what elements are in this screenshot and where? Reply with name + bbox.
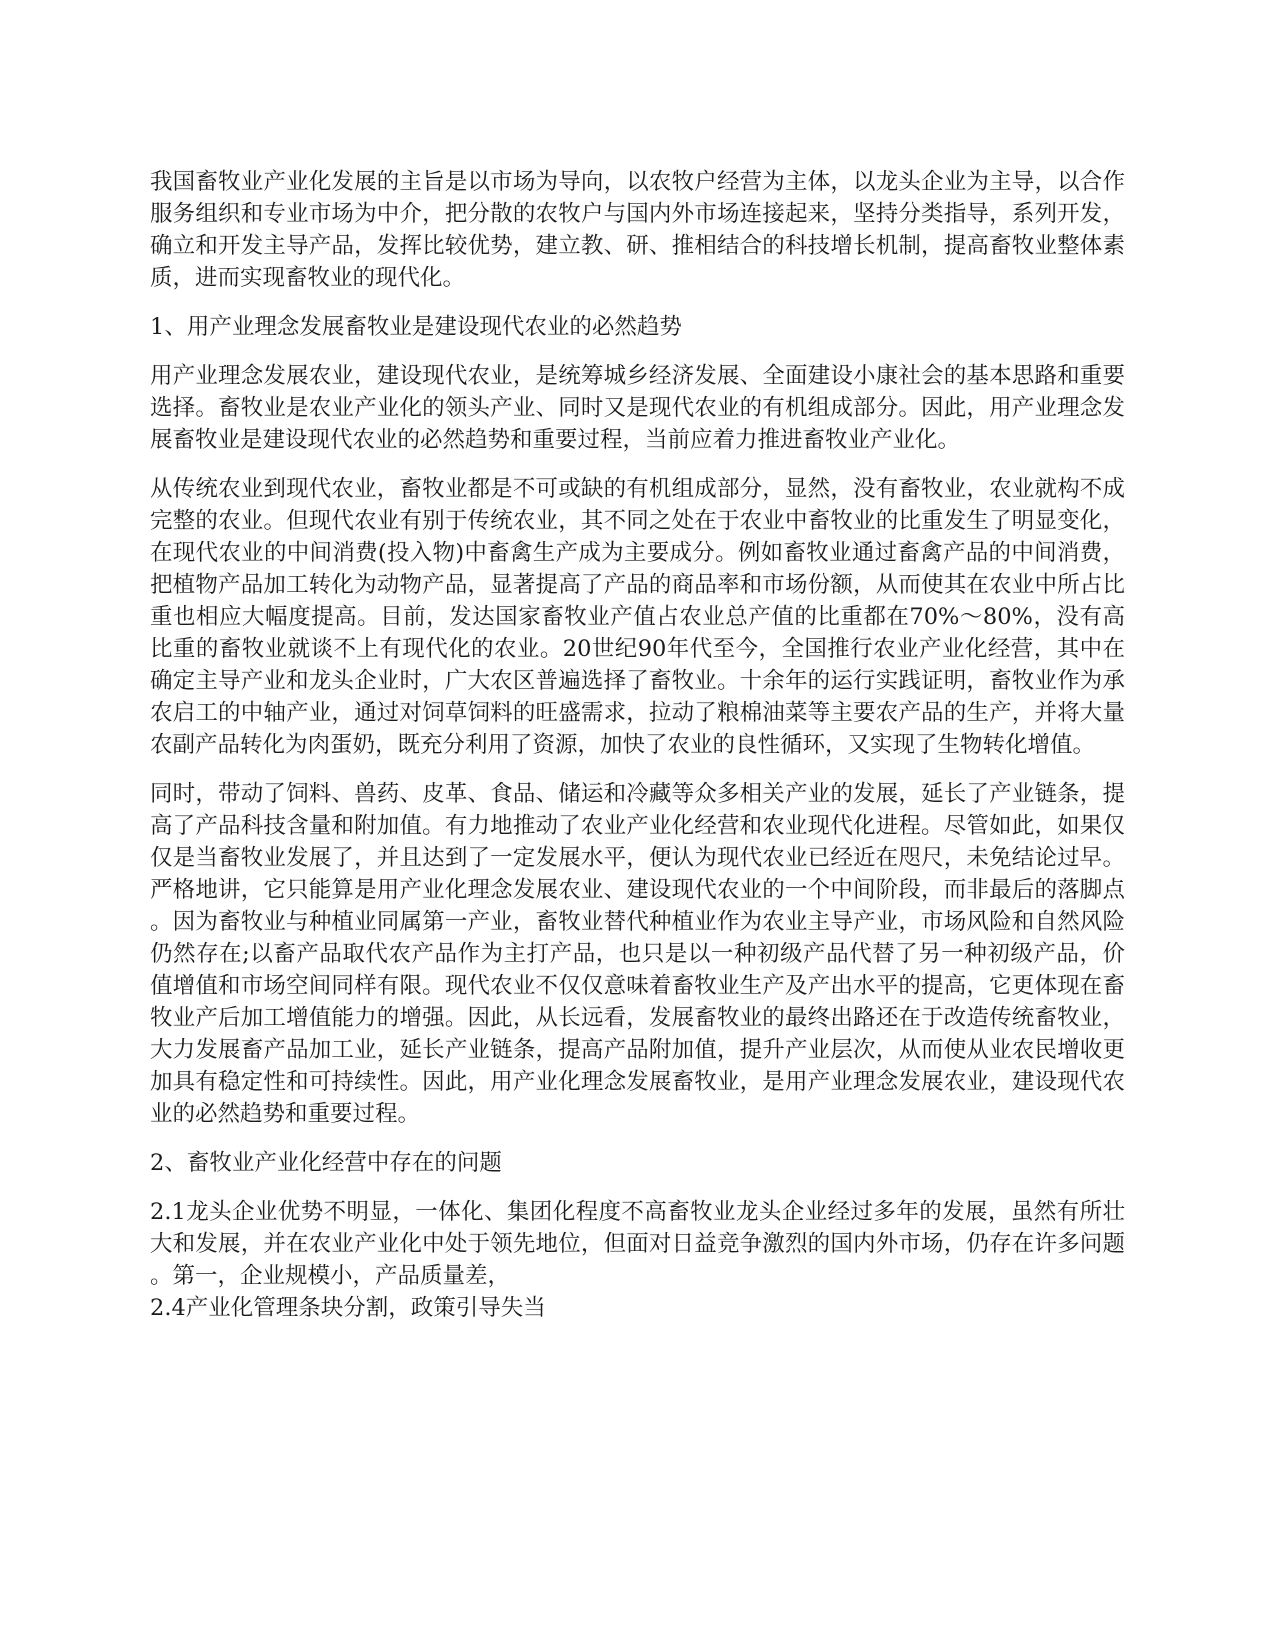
section-1-paragraph-1: 用产业理念发展农业，建设现代农业，是统筹城乡经济发展、全面建设小康社会的基本思路和重要选择。畜牧业是农业产业化的领头产业、同时又是现代农业的有机组成部分。因此，用产业理念发展畜牧业是建设现代农业的必然趋势和重要过程，当前应着力推进畜牧业产业化。 bbox=[150, 363, 1125, 453]
section-2-1-paragraph: 2.1龙头企业优势不明显，一体化、集团化程度不高畜牧业龙头企业经过多年的发展，虽然有所壮大和发展，并在农业产业化中处于领先地位，但面对日益竞争激烈的国内外市场，仍存在许多问题。第一，企业规模小，产品质量差， bbox=[150, 1199, 1125, 1289]
document-body bbox=[150, 166, 1125, 1324]
section-2-heading: 2、畜牧业产业化经营中存在的问题 bbox=[150, 1150, 502, 1176]
section-1-paragraph-3: 同时，带动了饲料、兽药、皮革、食品、储运和冷藏等众多相关产业的发展，延长了产业链条，提高了产品科技含量和附加值。有力地推动了农业产业化经营和农业现代化进程。尽管如此，如果仅仅是当畜牧业发展了，并且达到了一定发展水平，便认为现代农业已经近在咫尺，未免结论过早。严格地讲，它只能算是用产业化理念发展农业、建设现代农业的一个中间阶段，而非最后的落脚点。因为畜牧业与种植业同属第一产业，畜牧业替代种植业作为农业主导产业，市场风险和自然风险仍然存在;以畜产品取代农产品作为主打产品，也只是以一种初级产品代替了另一种初级产品，价值增值和市场空间同样有限。现代农业不仅仅意味着畜牧业生产及产出水平的提高，它更体现在畜牧业产后加工增值能力的增强。因此，从长远看，发展畜牧业的最终出路还在于改造传统畜牧业，大力发展畜产品加工业，延长产业链条，提高产品附加值，提升产业层次，从而使从业农民增收更加具有稳定性和可持续性。因此，用产业化理念发展畜牧业，是用产业理念发展农业，建设现代农业的必然趋势和重要过程。 bbox=[150, 781, 1125, 1127]
section-2-4-paragraph: 2.4产业化管理条块分割，政策引导失当 bbox=[150, 1295, 546, 1321]
intro-paragraph: 我国畜牧业产业化发展的主旨是以市场为导向，以农牧户经营为主体，以龙头企业为主导，以合作服务组织和专业市场为中介，把分散的农牧户与国内外市场连接起来，坚持分类指导，系列开发，确立和开发主导产品，发挥比较优势，建立教、研、推相结合的科技增长机制，提高畜牧业整体素质，进而实现畜牧业的现代化。 bbox=[150, 169, 1125, 291]
section-1-heading: 1、用产业理念发展畜牧业是建设现代农业的必然趋势 bbox=[150, 314, 682, 340]
section-1-paragraph-2: 从传统农业到现代农业，畜牧业都是不可或缺的有机组成部分，显然，没有畜牧业，农业就构不成完整的农业。但现代农业有别于传统农业，其不同之处在于农业中畜牧业的比重发生了明显变化，在现代农业的中间消费(投入物)中畜禽生产成为主要成分。例如畜牧业通过畜禽产品的中间消费，把植物产品加工转化为动物产品，显著提高了产品的商品率和市场份额，从而使其在农业中所占比重也相应大幅度提高。目前，发达国家畜牧业产值占农业总产值的比重都在70%～80%，没有高比重的畜牧业就谈不上有现代化的农业。20世纪90年代至今，全国推行农业产业化经营，其中在确定主导产业和龙头企业时，广大农区普遍选择了畜牧业。十余年的运行实践证明，畜牧业作为承农启工的中轴产业，通过对饲草饲料的旺盛需求，拉动了粮棉油菜等主要农产品的生产，并将大量农副产品转化为肉蛋奶，既充分利用了资源，加快了农业的良性循环，又实现了生物转化增值。 bbox=[150, 476, 1125, 758]
